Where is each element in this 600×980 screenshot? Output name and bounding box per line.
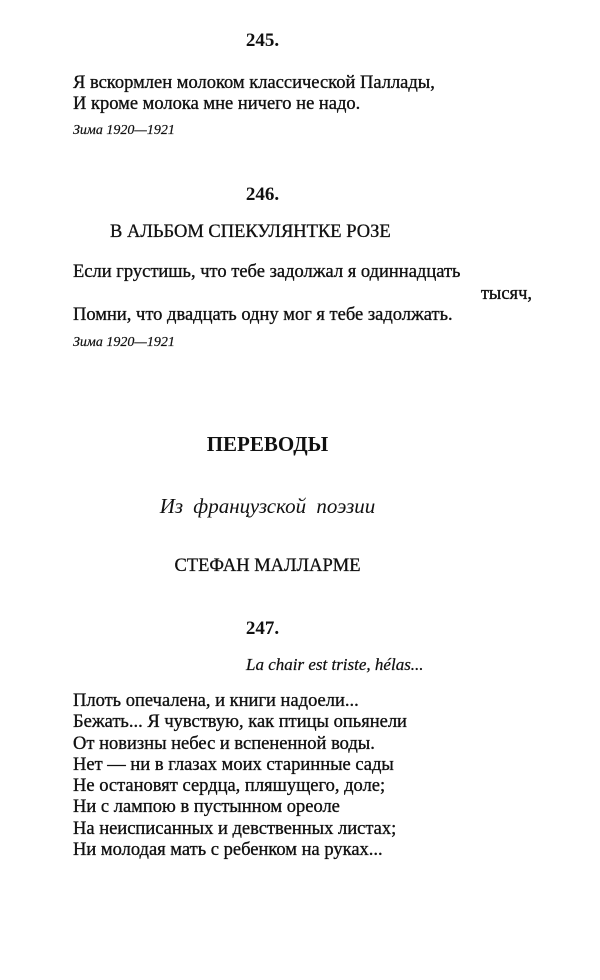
verse-line: Если грустишь, что тебе задолжал я одиннадцать xyxy=(73,262,461,282)
poem-title: В АЛЬБОМ СПЕКУЛЯНТКЕ РОЗЕ xyxy=(110,222,391,242)
verse-line-continuation: тысяч, xyxy=(480,284,532,304)
verse-line: Бежать... Я чувствую, как птицы опьянели xyxy=(73,712,407,733)
section-title: ПЕРЕВОДЫ xyxy=(206,432,329,456)
verse-line: И кроме молока мне ничего не надо. xyxy=(73,94,361,114)
verse-line: Не остановят сердца, пляшущего, доле; xyxy=(73,776,386,797)
author-name: СТЕФАН МАЛЛАРМЕ xyxy=(174,556,361,576)
verse-line: Я вскормлен молоком классической Паллады, xyxy=(73,73,435,93)
verse-line: От новизны небес и вспененной воды. xyxy=(73,733,375,754)
verse-body xyxy=(73,691,407,861)
poem-number: 245. xyxy=(245,30,280,51)
verse-line: Ни с лампою в пустынном ореоле xyxy=(73,797,340,818)
verse-line: Помни, что двадцать одну мог я тебе задолжать. xyxy=(73,305,453,325)
poem-date: Зима 1920—1921 xyxy=(73,335,175,350)
verse-line: Плоть опечалена, и книги надоели... xyxy=(73,691,359,711)
poem-number: 246. xyxy=(245,184,280,205)
epigraph: La chair est triste, hélas... xyxy=(246,655,424,674)
section-subtitle: Из французской поэзии xyxy=(159,494,376,518)
verse-line: Ни молодая мать с ребенком на руках... xyxy=(73,840,383,861)
verse-line: Нет — ни в глазах моих старинные сады xyxy=(73,754,394,775)
poem-number: 247. xyxy=(245,618,280,639)
poem-date: Зима 1920—1921 xyxy=(73,123,175,138)
verse-line: На неисписанных и девственных листах; xyxy=(73,818,397,839)
